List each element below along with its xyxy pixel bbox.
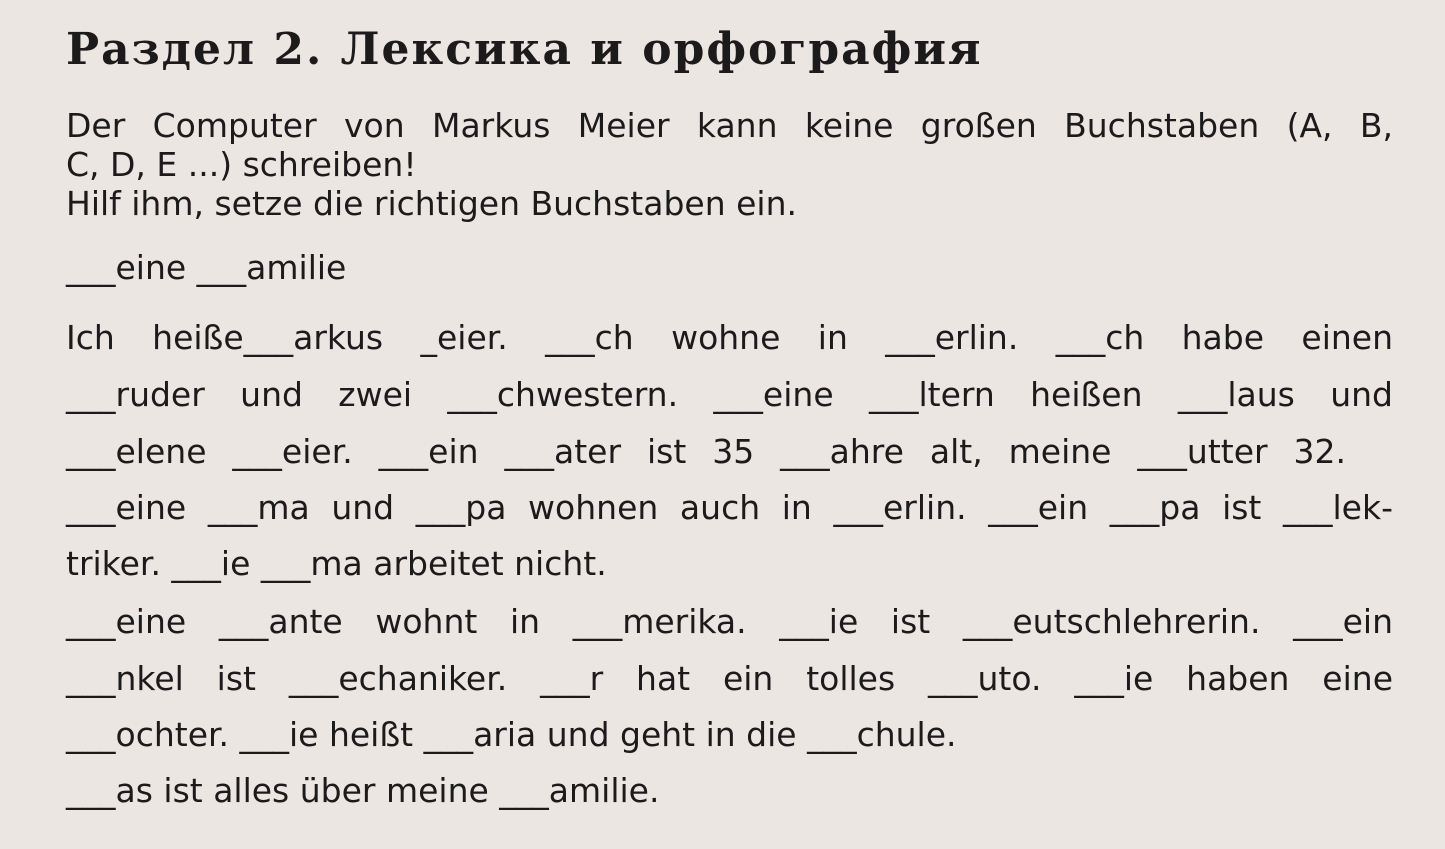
instruction-line-3: Hilf ihm, setze die richtigen Buchstaben ein.	[66, 184, 797, 223]
exercise-line: ___elene ___eier. ___ein ___ater ist 35 ___ahre alt, meine ___utter 32.	[66, 432, 1346, 471]
exercise-line: triker. ___ie ___ma arbeitet nicht.	[66, 544, 607, 583]
exercise-line: ___as ist alles über meine ___amilie.	[66, 771, 660, 810]
instruction-line-1: Der Computer von Markus Meier kann keine großen Buchstaben (A, B,	[66, 106, 1393, 145]
exercise-line: ___eine ___ante wohnt in ___merika. ___ie ist ___eutschlehrerin. ___ein	[66, 602, 1393, 641]
exercise-title: ___eine ___amilie	[66, 248, 347, 287]
section-heading: Раздел 2. Лексика и орфография	[66, 24, 983, 75]
exercise-line: ___ochter. ___ie heißt ___aria und geht in die ___chule.	[66, 715, 957, 754]
exercise-line: Ich heiße___arkus _eier. ___ch wohne in ___erlin. ___ch habe einen	[66, 318, 1393, 357]
instruction-line-2: C, D, E ...) schreiben!	[66, 145, 417, 184]
exercise-line: ___ruder und zwei ___chwestern. ___eine ___ltern heißen ___laus und	[66, 375, 1393, 414]
exercise-line: ___nkel ist ___echaniker. ___r hat ein tolles ___uto. ___ie haben eine	[66, 659, 1393, 698]
exercise-line: ___eine ___ma und ___pa wohnen auch in ___erlin. ___ein ___pa ist ___lek-	[66, 488, 1393, 527]
